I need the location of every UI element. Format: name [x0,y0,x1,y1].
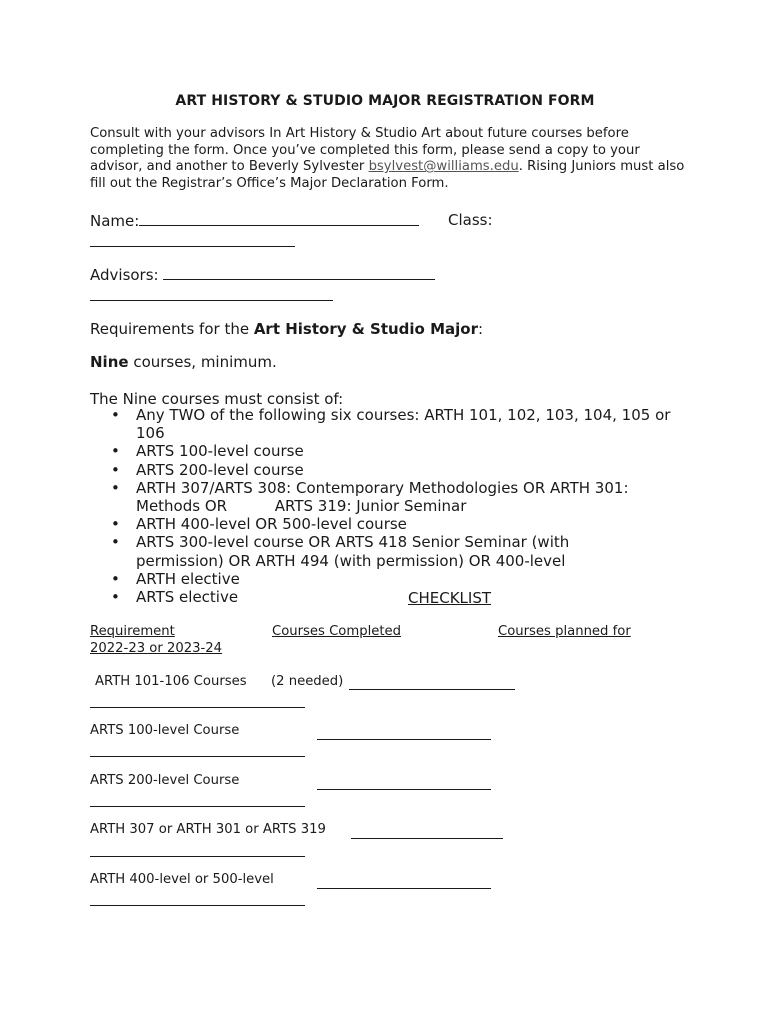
requirements-suffix: : [477,320,484,338]
col-planned-header: Courses planned for [498,624,631,639]
name-field[interactable] [139,211,419,226]
bullet-icon: • [111,515,120,534]
bullet-icon: • [111,460,120,479]
planned-field[interactable] [90,756,305,757]
list-item [90,515,690,533]
advisors-row [90,265,435,284]
list-item-text: Any TWO of the following six courses: ARTH 101, 102, 103, 104, 105 or 106 [136,406,671,443]
list-item [90,442,690,460]
nine-courses-line [90,353,277,371]
consist-label: The Nine courses must consist of: [90,390,344,408]
intro-text-1: Consult with your advisors In Art History & Studio Art about future courses before completing the form. Once you’ve completed this form, please send a copy to your advisor, and another to Beverly Sylvester [90,126,640,175]
name-row [90,211,419,230]
list-item [90,461,690,479]
bullet-icon: • [111,442,120,461]
bullet-icon: • [111,406,120,424]
col-completed-header: Courses Completed [272,624,402,639]
class-label: Class: [448,211,493,229]
class-field[interactable] [90,246,295,247]
list-item-text: ARTH 400-level OR 500-level course [136,515,407,534]
nine-bold: Nine [90,353,129,371]
list-item [90,406,676,442]
list-item-text: ARTS 300-level course OR ARTS 418 Senior Seminar (with permission) OR ARTH 494 (with permission) OR 400-level [136,533,570,570]
bullet-icon: • [111,533,120,552]
checklist-row-label: ARTH 400-level or 500-level [90,872,274,887]
name-label: Name: [90,212,140,230]
advisors-field-2[interactable] [90,300,333,301]
page-title: ART HISTORY & STUDIO MAJOR REGISTRATION FORM [175,93,595,109]
completed-field[interactable] [317,739,491,740]
planned-field[interactable] [90,707,305,708]
requirements-heading [90,320,483,338]
completed-field[interactable] [317,888,491,889]
checklist-row-label: ARTH 101-106 Courses [95,674,247,689]
list-item-text: ARTS elective [136,588,239,607]
completed-field[interactable] [351,838,503,839]
nine-rest: courses, minimum. [128,353,277,371]
checklist-row-label: ARTH 307 or ARTH 301 or ARTS 319 [90,822,326,837]
checklist-row-note: (2 needed) [271,674,344,689]
bullet-icon: • [111,569,120,588]
completed-field[interactable] [317,789,491,790]
list-item-text: ARTS 200-level course [136,460,304,479]
list-item [90,588,690,606]
list-item-text-extra: ARTS 319: Junior Seminar [274,497,467,516]
requirements-major: Art History & Studio Major [253,320,478,338]
list-item-text: ARTH 307/ARTS 308: Contemporary Methodologies OR ARTH 301: Methods OR [136,478,629,516]
list-item-text: ARTS 100-level course [136,442,304,461]
planned-field[interactable] [90,905,305,906]
planned-field[interactable] [90,806,305,807]
email-link[interactable]: bsylvest@williams.edu [368,159,519,175]
checklist-heading: CHECKLIST [408,589,492,607]
list-item [90,479,656,515]
checklist-row-label: ARTS 200-level Course [90,773,240,788]
list-item [90,570,690,588]
bullet-icon: • [111,478,120,497]
completed-field[interactable] [349,689,515,690]
advisors-field[interactable] [163,265,435,280]
requirements-prefix: Requirements for the [90,320,254,338]
checklist-row-label: ARTS 100-level Course [90,723,240,738]
col-requirement-header: Requirement [90,624,175,639]
intro-text-2: . Rising Juniors must also fill out the Registrar’s Office’s Major Declaration Form. [90,159,685,191]
advisors-label: Advisors: [90,266,159,284]
col-planned-years: 2022-23 or 2023-24 [90,641,223,656]
planned-field[interactable] [90,856,305,857]
list-item-text: ARTH elective [136,569,240,588]
intro-paragraph [90,126,690,192]
bullet-icon: • [111,588,120,607]
list-item [90,533,636,569]
requirements-list [90,406,690,606]
